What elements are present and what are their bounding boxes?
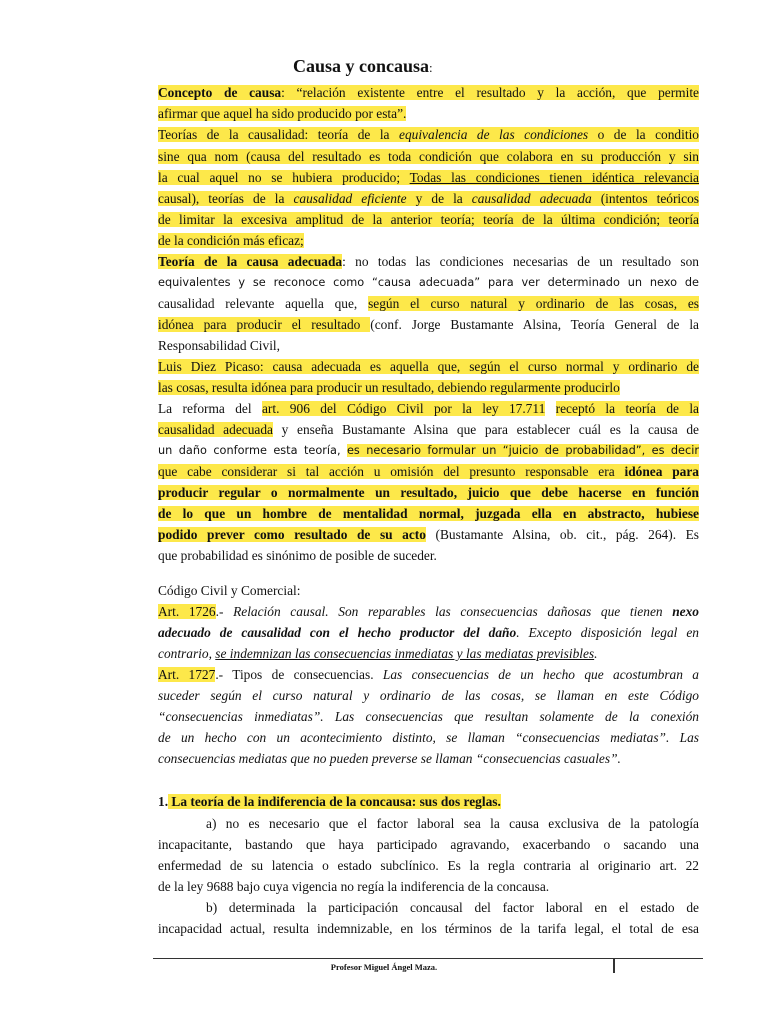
paragraph-line: de limitar la excesiva amplitud de la anterior teoría; teoría de la última condición; teoría xyxy=(158,212,699,227)
paragraph-line: afirmar que aquel ha sido producido por esta”. xyxy=(158,106,407,121)
paragraph-line: b) determinada la participación concausal del factor laboral en el estado de xyxy=(206,900,699,915)
paragraph-line: causal), teorías de la causalidad eficiente y de la causalidad adecuada (intentos teóricos xyxy=(158,191,699,206)
paragraph-line: que probabilidad es sinónimo de posible de suceder. xyxy=(158,548,437,563)
paragraph-line: de lo que un hombre de mentalidad normal, juzgada ella en abstracto, hubiese xyxy=(158,506,699,521)
paragraph-line: contrario, se indemnizan las consecuencias inmediatas y las mediatas previsibles. xyxy=(158,646,598,661)
paragraph-line: de un hecho con un acontecimiento distinto, se llaman “consecuencias mediatas”. Las xyxy=(158,730,699,745)
paragraph-line: la cual aquel no se hubiera producido; Todas las condiciones tienen idéntica relevancia xyxy=(158,170,700,185)
paragraph-line: Art. 1727.- Tipos de consecuencias. Las consecuencias de un hecho que acostumbran a xyxy=(158,667,699,682)
footer-divider xyxy=(153,958,703,959)
paragraph-line: podido prever como resultado de su acto (Bustamante Alsina, ob. cit., pág. 264). Es xyxy=(158,527,699,542)
paragraph-line: incapacidad actual, resulta indemnizable, en los términos de la tarifa legal, el total de esa xyxy=(158,921,699,936)
paragraph-line: La reforma del art. 906 del Código Civil por la ley 17.711 receptó la teoría de la xyxy=(158,401,699,416)
page-title: Causa y concausa: xyxy=(293,56,433,76)
paragraph-line: producir regular o normalmente un resultado, juicio que debe hacerse en función xyxy=(158,485,699,500)
paragraph-line: causalidad relevante aquella que, según el curso natural y ordinario de las cosas, es xyxy=(158,296,700,311)
paragraph-line: sine qua nom (causa del resultado es toda condición que colabora en su producción y sin xyxy=(158,149,699,164)
paragraph-line: idónea para producir el resultado (conf. Jorge Bustamante Alsina, Teoría General de la xyxy=(158,317,699,332)
paragraph-line: un daño conforme esta teoría, es necesario formular un “juicio de probabilidad”, es decir xyxy=(158,444,699,457)
paragraph-line: Teorías de la causalidad: teoría de la equivalencia de las condiciones o de la conditio xyxy=(158,127,699,142)
paragraph-line: equivalentes y se reconoce como “causa adecuada” para ver determinado un nexo de xyxy=(158,276,699,289)
section-heading: Código Civil y Comercial: xyxy=(158,583,301,598)
paragraph-line: suceder según el curso natural y ordinario de las cosas, se llaman en este Código xyxy=(158,688,699,703)
paragraph-line: de la condición más eficaz; xyxy=(158,233,304,248)
paragraph-line: que cabe considerar si tal acción u omisión del presunto responsable era idónea para xyxy=(158,464,700,479)
paragraph-line: adecuado de causalidad con el hecho productor del daño. Excepto disposición legal en xyxy=(158,625,700,640)
paragraph-line: las cosas, resulta idónea para producir un resultado, debiendo regularmente producirlo xyxy=(158,380,620,395)
paragraph-line: incapacitante, bastando que haya participado agravando, exacerbando o sacando una xyxy=(158,837,699,852)
section-heading: 1. La teoría de la indiferencia de la concausa: sus dos reglas. xyxy=(158,794,501,809)
paragraph-line: “consecuencias inmediatas”. Las consecuencias que resultan solamente de la conexión xyxy=(158,709,699,724)
paragraph-line: Teoría de la causa adecuada: no todas las condiciones necesarias de un resultado son xyxy=(158,254,699,269)
paragraph-line: a) no es necesario que el factor laboral sea la causa exclusiva de la patología xyxy=(206,816,699,831)
paragraph-line: Concepto de causa: “relación existente entre el resultado y la acción, que permite xyxy=(158,85,699,100)
paragraph-line: enfermedad de su latencia o estado subclínico. Es la regla contraria al originario art. 22 xyxy=(158,858,699,873)
paragraph-line: consecuencias mediatas que no pueden preverse se llaman “consecuencias casuales”. xyxy=(158,751,621,766)
footer-author: Profesor Miguel Ángel Maza. xyxy=(330,962,438,972)
paragraph-line: de la ley 9688 bajo cuya vigencia no regía la indiferencia de la concausa. xyxy=(158,879,550,894)
paragraph-line: Luis Diez Picaso: causa adecuada es aquella que, según el curso normal y ordinario de xyxy=(158,359,699,374)
paragraph-line: causalidad adecuada y enseña Bustamante Alsina que para establecer cuál es la causa de xyxy=(158,422,699,437)
paragraph-line: Art. 1726.- Relación causal. Son reparables las consecuencias dañosas que tienen nexo xyxy=(158,604,700,619)
paragraph-line: Responsabilidad Civil, xyxy=(158,338,280,353)
